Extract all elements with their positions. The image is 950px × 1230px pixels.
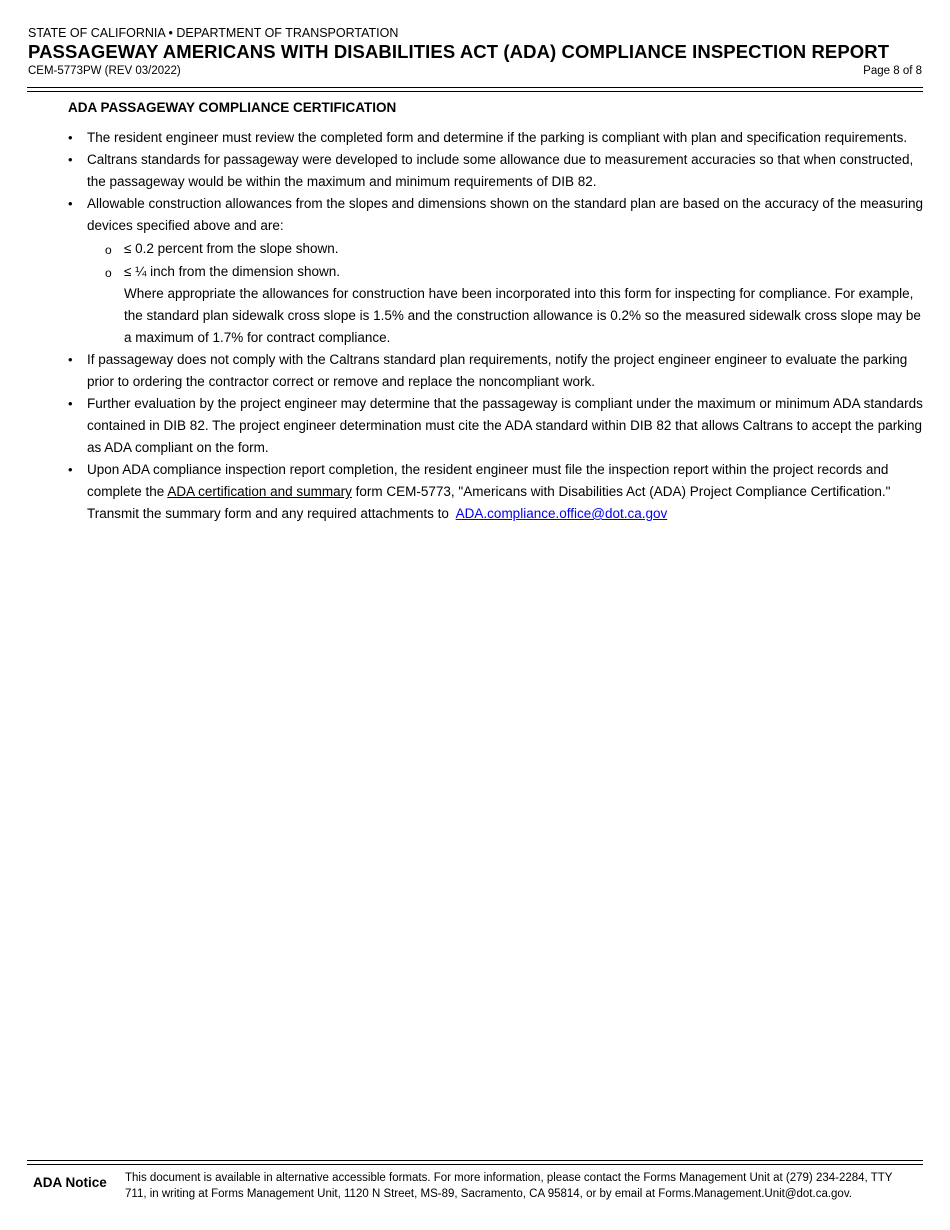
bullet-icon: • — [68, 196, 73, 211]
sub-bullet-list — [105, 237, 928, 283]
footer-divider-bottom — [27, 1164, 923, 1165]
sub-list-item-text: ≤ 0.2 percent from the slope shown. — [124, 241, 339, 256]
list-item — [68, 393, 928, 459]
ada-certification-link[interactable]: ADA certification and summary — [167, 484, 352, 499]
bullet-list-continued — [68, 349, 928, 525]
allowance-note: Where appropriate the allowances for construction have been incorporated into this form for inspecting for compliance. For example, the standard plan sidewalk cross slope is 1.5% and the construction allowance is 0.2% so the measured sidewalk cross slope may be a maximum of 1.7% for contract compliance. — [124, 286, 921, 345]
list-item-text: Further evaluation by the project engineer may determine that the passageway is compliant under the maximum or minimum ADA standards contained in DIB 82. The project engineer determination must cite the ADA standard within DIB 82 that allows Caltrans to accept the parking as ADA compliant on the form. — [87, 396, 923, 455]
list-item-text-part2: form CEM-5773, "Americans with Disabilities Act (ADA) Project Compliance Certification." Transmit the summary form and any required attachments to — [87, 484, 891, 521]
footer-divider-top — [27, 1160, 923, 1161]
section-title: ADA PASSAGEWAY COMPLIANCE CERTIFICATION — [68, 100, 397, 115]
list-item — [68, 459, 928, 525]
list-item-text-part1: Upon ADA compliance inspection report completion, the resident engineer must file the inspection report within the project records and complete the — [87, 462, 889, 499]
circle-bullet-icon: o — [105, 266, 112, 280]
header-divider-bottom — [27, 91, 923, 92]
page-title: PASSAGEWAY AMERICANS WITH DISABILITIES ACT (ADA) COMPLIANCE INSPECTION REPORT — [28, 41, 890, 62]
list-item — [68, 349, 928, 393]
bullet-icon: • — [68, 462, 73, 477]
sub-list-item — [105, 260, 928, 283]
compliance-email-link[interactable]: ADA.compliance.office@dot.ca.gov — [455, 506, 668, 521]
sub-list-item — [105, 237, 928, 260]
list-item — [68, 149, 928, 193]
list-item-text: The resident engineer must review the completed form and determine if the parking is compliant with plan and specification requirements. — [87, 130, 908, 145]
list-item-text: Allowable construction allowances from the slopes and dimensions shown on the standard plan are based on the accuracy of the measuring devices specified above and are: — [87, 196, 923, 233]
page-number: Page 8 of 8 — [863, 65, 922, 77]
ada-notice-label: ADA Notice — [33, 1175, 107, 1190]
circle-bullet-icon: o — [105, 243, 112, 257]
bullet-list — [68, 127, 928, 237]
bullet-icon: • — [68, 352, 73, 367]
list-item-text: If passageway does not comply with the Caltrans standard plan requirements, notify the project engineer engineer to evaluate the parking prior to ordering the contractor correct or remove and replace the noncompliant work. — [87, 352, 908, 389]
list-item — [68, 193, 928, 237]
agency-line: STATE OF CALIFORNIA • DEPARTMENT OF TRANSPORTATION — [28, 26, 399, 40]
sub-list-item-text: ≤ ¼ inch from the dimension shown. — [124, 264, 341, 279]
list-item — [68, 127, 928, 149]
bullet-icon: • — [68, 130, 73, 145]
certification-content — [68, 127, 928, 525]
bullet-icon: • — [68, 396, 73, 411]
bullet-icon: • — [68, 152, 73, 167]
form-number: CEM-5773PW (REV 03/2022) — [28, 65, 181, 77]
list-item-text: Caltrans standards for passageway were developed to include some allowance due to measurement accuracies so that when constructed, the passageway would be within the maximum and minimum requirements of DIB 82. — [87, 152, 914, 189]
header-divider-top — [27, 87, 923, 88]
ada-notice-text: This document is available in alternative accessible formats. For more information, please contact the Forms Management Unit at (279) 234-2284, TTY 711, in writing at Forms Management Unit, 1120 N Street, MS-89, Sacramento, CA 95814, or by email at Forms.Management.Unit@dot.ca.gov. — [125, 1172, 893, 1200]
